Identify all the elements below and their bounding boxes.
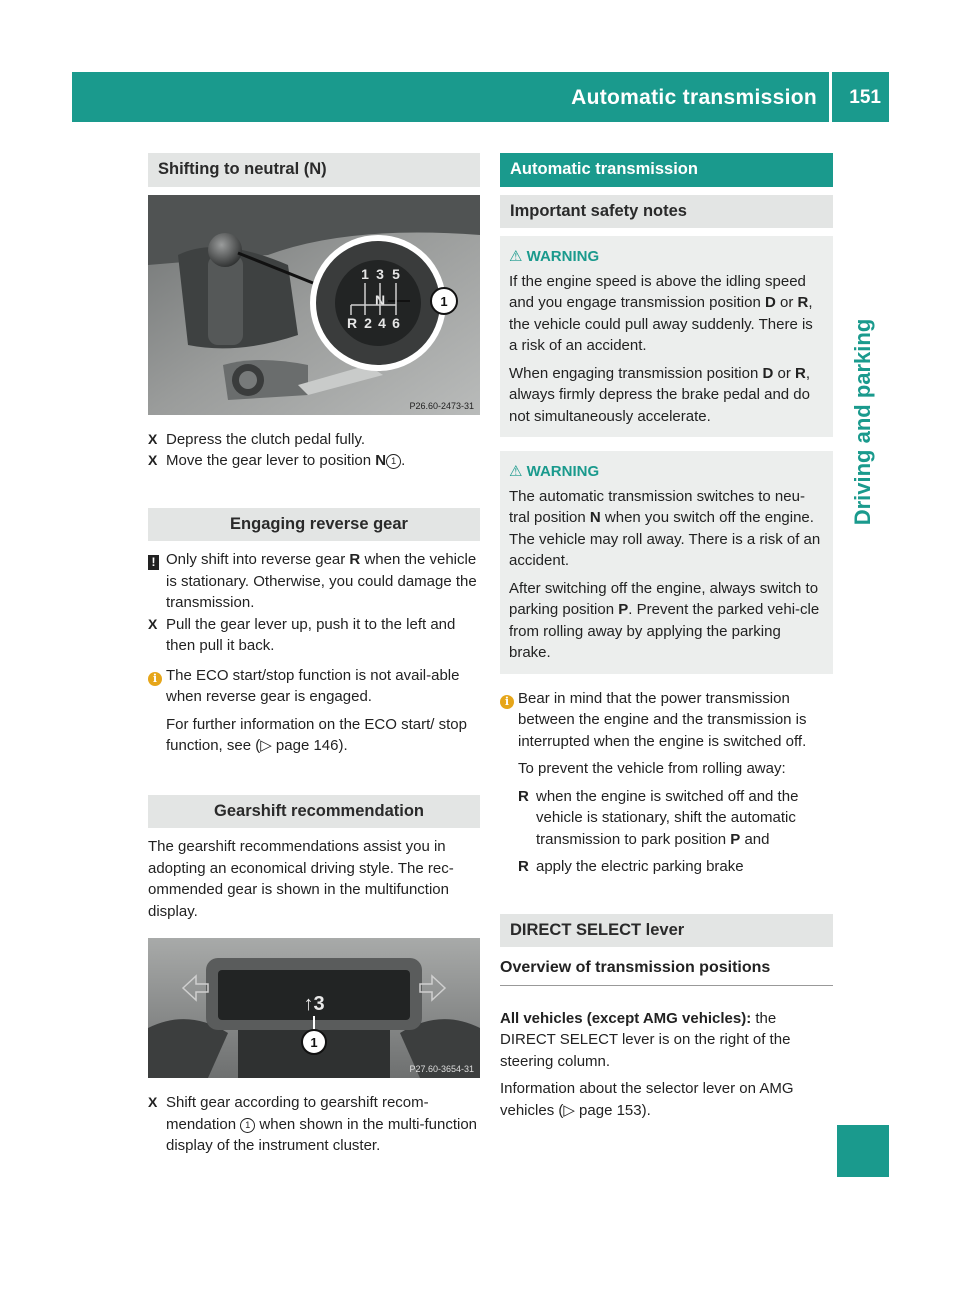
warning-box (500, 451, 833, 674)
chapter-tab-label: Driving and parking (850, 318, 875, 526)
info-note: i The ECO start/stop function is not avail-able when reverse gear is engaged. (148, 665, 480, 708)
gearshift-heading: Gearshift recommendation (148, 795, 480, 829)
figure-code: P26.60-2473-31 (409, 400, 474, 411)
warning-icon: ⚠ (509, 248, 523, 265)
step-item: X Shift gear according to gearshift recom-mendation 1 when shown in the multi-function display of the instrument cluster. (148, 1094, 478, 1154)
bullet-item: R when the engine is switched off and the vehicle is stationary, shift the automatic transmission to park position P and (518, 787, 799, 848)
gear-label-3: 3 (376, 265, 384, 282)
right-column (500, 153, 833, 1121)
step-item: X Depress the clutch pedal fully. (148, 430, 365, 448)
reverse-heading: Engaging reverse gear (148, 508, 480, 542)
warning-title: ⚠ WARNING (509, 463, 600, 480)
multifunction-display-figure (148, 938, 480, 1078)
bullet-item: R apply the electric parking brake (518, 858, 744, 875)
step-item: X Move the gear lever to position N 1 . (148, 452, 406, 469)
info-note: i Bear in mind that the power transmission between the engine and the transmission is interrupted when the engine is switched off. (500, 688, 833, 753)
warning-text: If the engine speed is above the idling speed and you engage transmission position D or R, the vehicle could pull away suddenly. There is a risk of an accident. (509, 272, 813, 354)
neutral-heading: Shifting to neutral (N) (148, 153, 480, 187)
direct-select-heading: DIRECT SELECT lever (500, 914, 833, 948)
chapter-tab-marker (837, 1125, 889, 1177)
gear-label-5: 5 (392, 265, 400, 282)
safety-heading: Important safety notes (500, 195, 833, 229)
page-header (72, 72, 889, 122)
gear-label-2: 2 (364, 314, 372, 331)
recommended-gear-display: ↑3 (303, 993, 325, 1015)
info-prevent: To prevent the vehicle from rolling away: (518, 760, 786, 777)
left-column (148, 153, 480, 1157)
warning-icon: ⚠ (509, 463, 523, 480)
chapter-tab (837, 122, 889, 1177)
display-illustration (148, 938, 480, 1078)
warning-box (500, 236, 833, 437)
gear-label-r: R (346, 314, 358, 331)
section-title: Automatic transmission (500, 153, 833, 187)
header-title: Automatic transmission (571, 86, 817, 109)
info-note-continued: For further information on the ECO start/ stop function, see (▷ page 146). (166, 715, 467, 754)
warning-text: When engaging transmission position D or R, always firmly depress the brake pedal and do not simultaneously accelerate. (509, 364, 811, 425)
info-icon: i (500, 695, 514, 709)
callout-circle: 1 (386, 454, 401, 469)
gear-lever-illustration (148, 195, 480, 415)
warning-text: After switching off the engine, always switch to parking position P. Prevent the parked vehi-cle from rolling away by applying the parking brake. (509, 579, 820, 661)
warning-text: The automatic transmission switches to neu-tral position N when you switch off the engine. The vehicle may roll away. There is a risk of an accident. (509, 487, 821, 569)
figure-code: P27.60-3654-31 (409, 1064, 474, 1074)
overview-subheading: Overview of transmission positions (500, 957, 833, 986)
page-number: 151 (849, 87, 881, 108)
step-item: X Pull the gear lever up, push it to the left and then pull it back. (148, 615, 456, 654)
amg-reference: Information about the selector lever on AMG vehicles (▷ page 153). (500, 1080, 794, 1119)
gear-lever-figure (148, 195, 480, 415)
gear-label-4: 4 (378, 314, 386, 331)
exclamation-icon: ! (148, 555, 159, 570)
caution-note: ! Only shift into reverse gear R when the vehicle is stationary. Otherwise, you could damage the transmission. (148, 549, 480, 614)
header-divider (829, 72, 832, 122)
info-icon: i (148, 672, 162, 686)
figure-callout-1: 1 (440, 293, 448, 309)
gear-label-n: N (374, 291, 386, 308)
warning-title: ⚠ WARNING (509, 248, 600, 265)
direct-select-text: All vehicles (except AMG vehicles): the DIRECT SELECT lever is on the right of the steering column. (500, 1009, 791, 1070)
figure-callout-1: 1 (310, 1035, 318, 1050)
callout-circle: 1 (240, 1118, 255, 1133)
gear-label-1: 1 (361, 265, 369, 282)
gear-label-6: 6 (392, 314, 400, 331)
gearshift-body: The gearshift recommendations assist you in adopting an economical driving style. The rec-ommended gear is shown in the multifunction display. (148, 838, 454, 920)
